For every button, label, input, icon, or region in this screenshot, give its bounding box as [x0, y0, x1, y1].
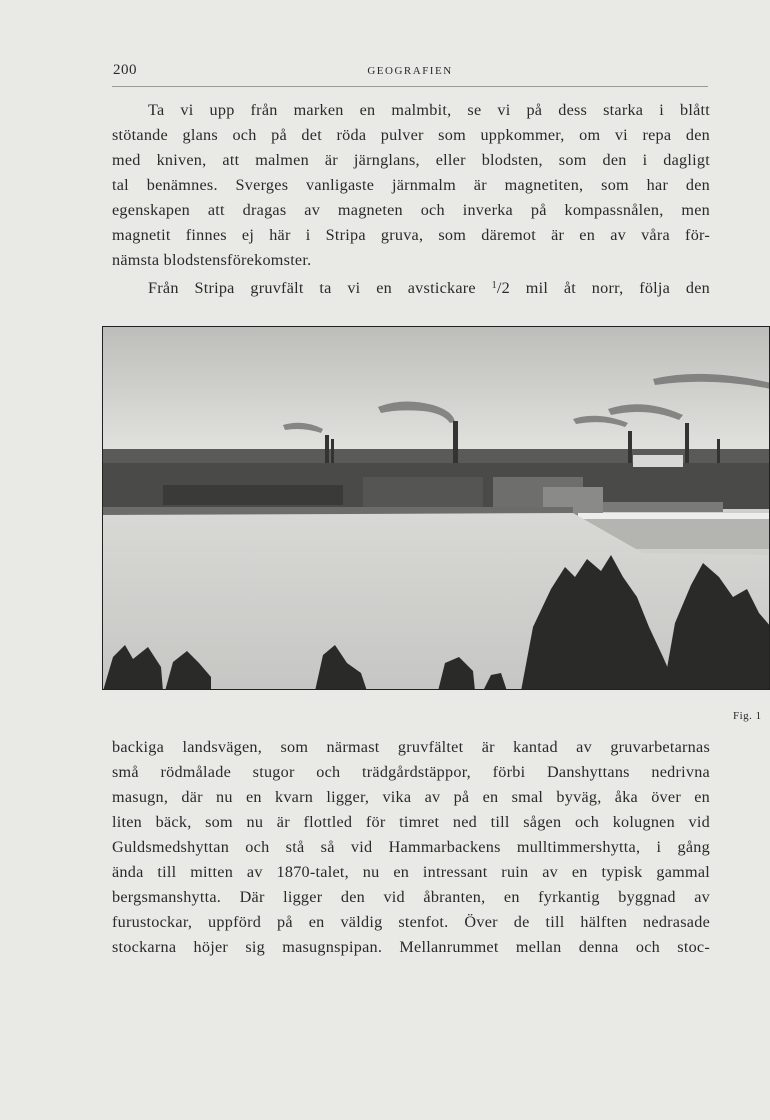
text-line: stockarna höjer sig masugnspipan. Mellanrummet mellan denna och stoc-	[112, 938, 710, 956]
text-line: backiga landsvägen, som närmast gruvfältet är kantad av gruvarbetarnas	[112, 738, 710, 756]
paragraph-1	[112, 98, 710, 301]
fraction-numerator: 1	[491, 280, 497, 291]
text-line: magnetit finnes ej här i Stripa gruva, som däremot är en av våra för-	[112, 226, 710, 244]
header-rule	[112, 86, 708, 87]
running-head: GEOGRAFIEN	[367, 65, 453, 77]
text-fragment: mil åt norr, följa den	[509, 279, 711, 297]
text-line: Ta vi upp från marken en malmbit, se vi på dess starka i blått	[148, 101, 710, 119]
text-line: furustockar, uppförd på en väldig stenfot. Över de till hälften nedrasade	[112, 913, 710, 931]
text-line: tal benämnes. Sverges vanligaste järnmalm är magnetiten, som har den	[112, 176, 710, 194]
text-line: ända till mitten av 1870-talet, nu en intressant ruin av en typisk gammal	[112, 863, 710, 881]
paragraph-2	[112, 735, 710, 960]
text-line: Guldsmedshyttan och stå så vid Hammarbackens mulltimmershytta, i gång	[112, 838, 710, 856]
page-number: 200	[113, 62, 137, 78]
text-line: stötande glans och på det röda pulver som uppkommer, om vi repa den	[112, 126, 710, 144]
sky	[103, 327, 770, 467]
text-line: liten bäck, som nu är flottled för timret ned till sågen och kolugnen vid	[112, 813, 710, 831]
figure-photo	[102, 326, 770, 690]
text-line	[112, 273, 710, 301]
text-fragment: Från Stripa gruvfält ta vi en avstickare	[148, 279, 492, 297]
text-line: masugn, där nu en kvarn ligger, vika av på en smal byväg, åka över en	[112, 788, 710, 806]
figure-label: Fig. 1	[733, 710, 762, 722]
text-line: små rödmålade stugor och trädgårdstäppor, förbi Danshyttans nedrivna	[112, 763, 710, 781]
text-line: egenskapen att dragas av magneten och inverka på kompassnålen, men	[112, 201, 710, 219]
text-line: med kniven, att malmen är järnglans, eller blodsten, som den i dagligt	[112, 151, 710, 169]
fraction-denominator: /2	[496, 279, 510, 297]
text-line: nämsta blodstensförekomster.	[112, 251, 312, 269]
text-line: bergsmanshytta. Där ligger den vid åbranten, en fyrkantig byggnad av	[112, 888, 710, 906]
